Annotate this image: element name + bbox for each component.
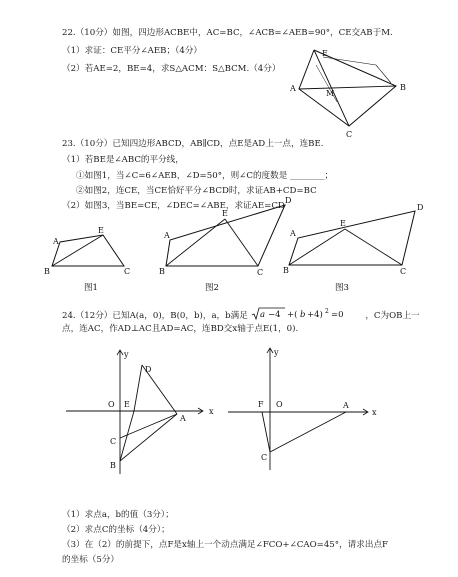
q23-part1: （1）若BE是∠ABC的平分线， — [62, 155, 184, 165]
q24-right-label-C: C — [261, 453, 268, 462]
fig1-label-C: C — [124, 267, 131, 276]
q24-right-label-y: y — [274, 348, 279, 357]
q24-right-label-F: F — [258, 400, 264, 409]
q24-line2: 点，连AC，作AD⊥AC且AD=AC，连BD交x轴于点E(1，0). — [62, 324, 299, 334]
fig2-label-D: D — [285, 196, 292, 205]
fig3-label-C: C — [400, 267, 407, 276]
q22-label-B: B — [400, 83, 406, 92]
svg-text:a: a — [259, 310, 265, 320]
q24-right-label-A: A — [343, 401, 349, 410]
q24-right-label-x: x — [372, 408, 377, 417]
fig1-label-E: E — [98, 226, 104, 235]
q24-part3: （3）在（2）的前提下，点F是x轴上一个动点满足∠FCO+∠CAO=45°，请求出点F — [62, 540, 388, 550]
fig3-label-A: A — [290, 229, 296, 238]
q24-part1: （1）求点a，b的值（3分）； — [62, 510, 174, 520]
q24-left-label-O: O — [108, 400, 115, 409]
q24-left-label-A: A — [180, 414, 186, 423]
q22-label-C: C — [346, 130, 353, 139]
q22-part1: （1）求证：CE平分∠AEB；（4分） — [62, 46, 203, 56]
q24-right-label-O: O — [276, 400, 283, 409]
q24-left-label-B: B — [110, 461, 116, 470]
fig3-caption: 图3 — [335, 283, 349, 293]
fig2-label-C: C — [257, 268, 264, 277]
q24-left-label-x: x — [209, 407, 214, 416]
fig2-label-E: E — [222, 209, 228, 218]
fig3-label-E: E — [340, 219, 346, 228]
svg-text:2: 2 — [324, 308, 329, 315]
q23-sub1: ①如图1，当∠C=6∠AEB，∠D=50°，则∠C的度数是 ________； — [76, 171, 334, 181]
q24-left-label-C: C — [110, 437, 117, 446]
fig1-label-A: A — [53, 237, 59, 246]
q24-stem-b: ，C为OB上一 — [365, 311, 420, 321]
q24-part3-cont: 的坐标（5分） — [62, 555, 120, 565]
svg-text:b: b — [299, 310, 306, 320]
q22-label-E: E — [322, 49, 328, 58]
q24-left-label-D: D — [145, 365, 152, 374]
q23-sub2: ②如图2，连CE，当CE恰好平分∠BCD时，求证AB+CD=BC — [76, 186, 317, 196]
fig1-caption: 图1 — [84, 283, 98, 293]
fig1-label-B: B — [44, 267, 50, 276]
q24-left-label-E: E — [124, 400, 130, 409]
q22-label-A: A — [290, 84, 296, 93]
q24-stem-a: 24.（12分）已知A(a，0)，B(0，b)，a，b满足 — [62, 311, 248, 321]
q22-stem: 22.（10分）如图，四边形ACBE中，AC=BC，∠ACB=∠AEB=90°，CE交AB于M. — [62, 28, 393, 38]
fig2-caption: 图2 — [205, 283, 219, 293]
q24-figure-left — [66, 350, 214, 474]
svg-text:=0: =0 — [330, 310, 344, 320]
q24-part2: （2）求点C的坐标（4分）； — [62, 525, 170, 535]
fig3-label-D: D — [417, 203, 424, 212]
q23-part2: （2）如图3，当BE=CE，∠DEC=∠ABE，求证AE=CD — [62, 201, 285, 211]
q24-left-label-y: y — [124, 350, 129, 359]
fig3-label-B: B — [283, 266, 289, 275]
fig2-label-A: A — [164, 231, 170, 240]
q24-figure-right — [228, 348, 377, 470]
q22-part2: （2）若AE=2，BE=4，求S△ACM：S△BCM.（4分） — [62, 64, 281, 74]
svg-text:+4): +4) — [306, 310, 323, 320]
svg-text:−4: −4 — [267, 310, 281, 320]
fig2-label-B: B — [159, 267, 165, 276]
q23-stem: 23.（10分）已知四边形ABCD，AB∥CD，点E是AD上一点，连BE. — [62, 139, 324, 149]
svg-text:+(: +( — [286, 310, 298, 320]
q22-label-M: M — [326, 89, 335, 98]
